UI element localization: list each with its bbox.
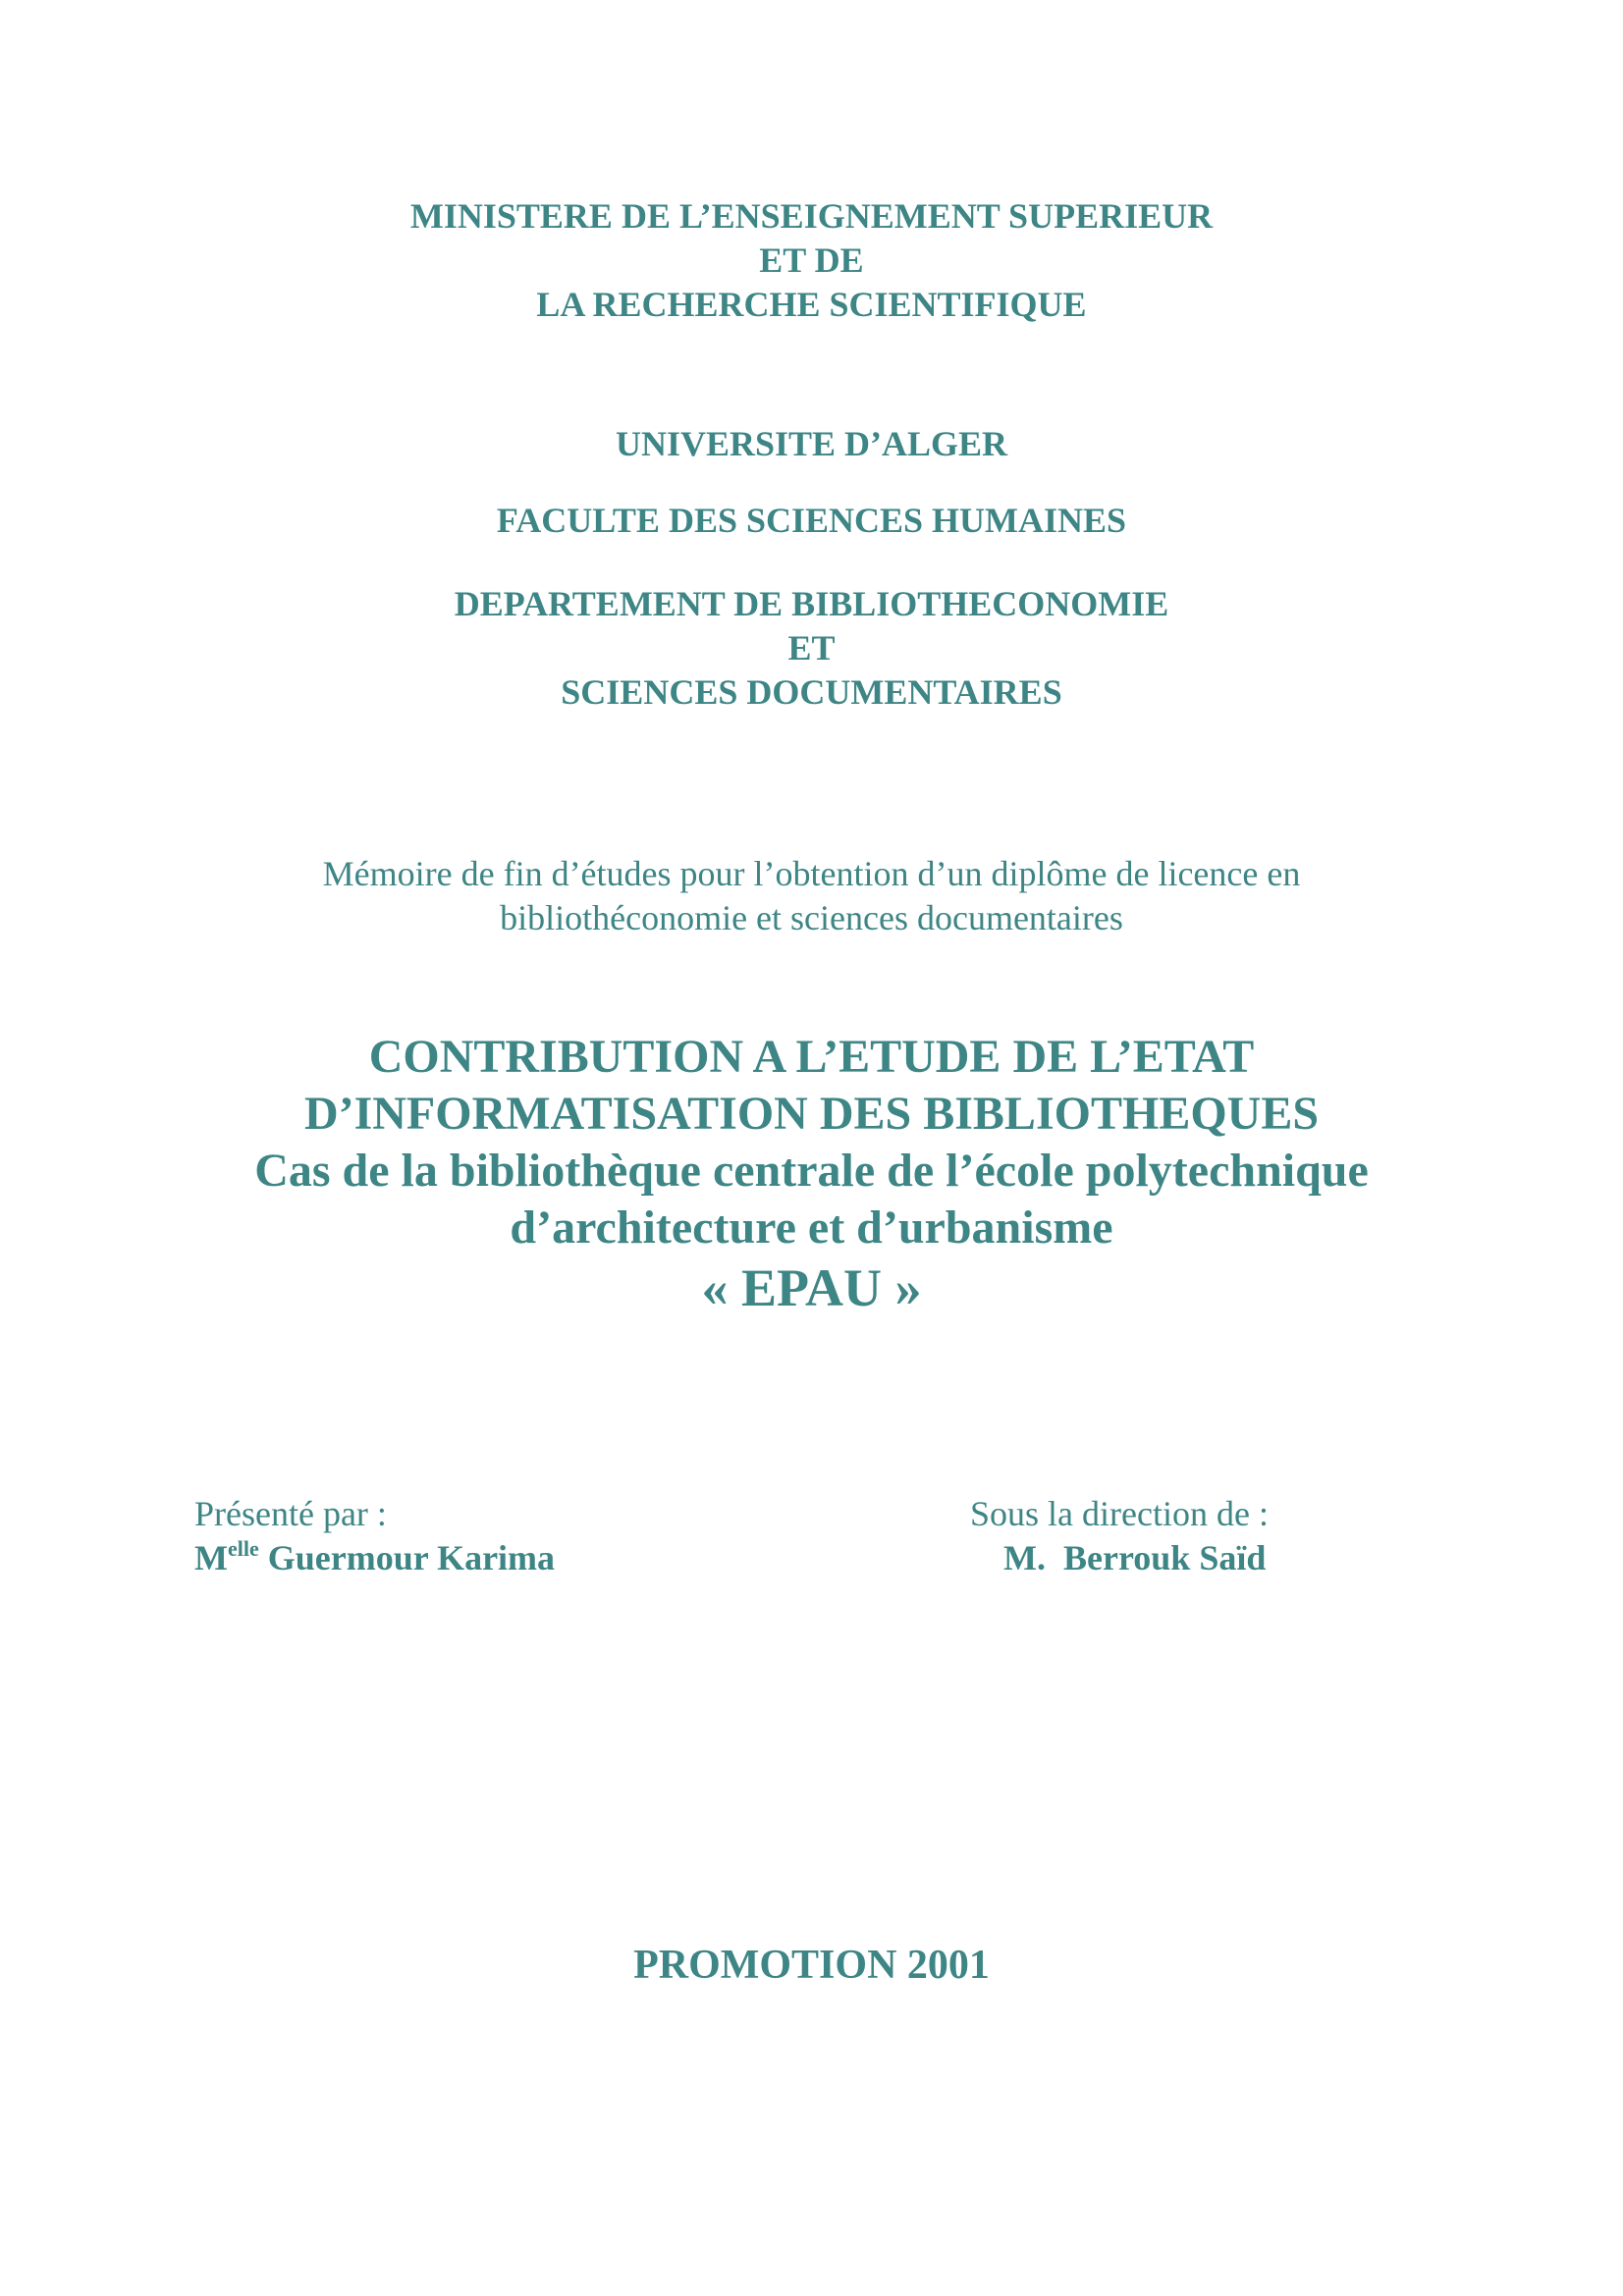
title-line-1: CONTRIBUTION A L’ETUDE DE L’ETAT: [368, 1031, 1255, 1083]
presenter-name-line: [194, 1536, 555, 1580]
supervisor-role: Sous la direction de :: [970, 1494, 1269, 1533]
title-line-2: D’INFORMATISATION DES BIBLIOTHEQUES: [303, 1088, 1320, 1140]
faculty-heading: [0, 499, 1623, 543]
title-line-4: d’architecture et d’urbanisme: [510, 1201, 1113, 1254]
title-line-3: Cas de la bibliothèque centrale de l’école polytechnique: [254, 1145, 1369, 1197]
thesis-title: [0, 1029, 1623, 1319]
presenter-name: Guermour Karima: [267, 1538, 556, 1577]
university-name: UNIVERSITE D’ALGER: [615, 424, 1008, 463]
memoire-description: [0, 852, 1623, 940]
title-line-5: « EPAU »: [701, 1258, 922, 1317]
presenter-title-prefix: M: [194, 1538, 228, 1577]
supervisor-name: M. Berrouk Saïd: [1003, 1538, 1267, 1577]
university-heading: [0, 422, 1623, 466]
memoire-line-1: Mémoire de fin d’études pour l’obtention d’un diplôme de licence en: [322, 854, 1301, 893]
department-heading: [0, 582, 1623, 715]
department-line-2: ET: [787, 628, 836, 667]
presenter-role: Présenté par :: [194, 1494, 387, 1533]
memoire-line-2: bibliothéconomie et sciences documentaires: [500, 898, 1123, 937]
ministry-line-1: MINISTERE DE L’ENSEIGNEMENT SUPERIEUR: [409, 196, 1214, 236]
ministry-line-2: ET DE: [759, 240, 864, 280]
ministry-heading: [0, 194, 1623, 327]
presenter-block: [194, 1492, 555, 1580]
ministry-line-3: LA RECHERCHE SCIENTIFIQUE: [536, 285, 1087, 324]
promotion-year: PROMOTION 2001: [633, 1943, 990, 1988]
promotion-heading: [0, 1940, 1623, 1991]
supervisor-block: [970, 1492, 1269, 1580]
department-line-1: DEPARTEMENT DE BIBLIOTHECONOMIE: [454, 584, 1169, 623]
presenter-title-sup: elle: [227, 1536, 259, 1561]
faculty-name: FACULTE DES SCIENCES HUMAINES: [496, 501, 1127, 540]
department-line-3: SCIENCES DOCUMENTAIRES: [561, 672, 1062, 712]
